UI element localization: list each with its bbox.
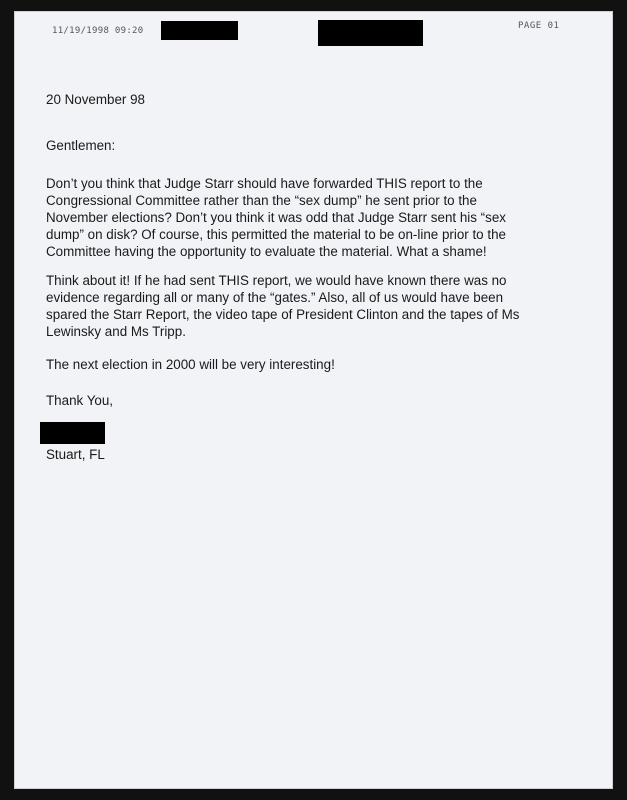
paragraph-line: Congressional Committee rather than the “sex dump” he sent prior to the bbox=[46, 193, 477, 208]
letter-paragraph-2 bbox=[46, 272, 576, 340]
redaction-box bbox=[318, 20, 423, 46]
letter-closing: Thank You, bbox=[46, 393, 114, 408]
letter-salutation: Gentlemen: bbox=[46, 138, 116, 153]
paragraph-line: dump” on disk? Of course, this permitted the material to be on-line prior to the bbox=[46, 227, 506, 242]
redaction-box bbox=[161, 21, 238, 40]
fax-page-number: PAGE 01 bbox=[518, 21, 560, 31]
letter-paragraph-3: The next election in 2000 will be very interesting! bbox=[46, 357, 335, 372]
paragraph-line: November elections? Don’t you think it was odd that Judge Starr sent his “sex bbox=[46, 210, 506, 225]
document-page bbox=[15, 12, 612, 788]
paragraph-line: spared the Starr Report, the video tape of President Clinton and the tapes of Ms bbox=[46, 307, 520, 322]
letter-date: 20 November 98 bbox=[46, 92, 145, 107]
paragraph-line: Think about it! If he had sent THIS report, we would have known there was no bbox=[46, 273, 507, 288]
fax-header bbox=[15, 12, 612, 42]
paragraph-line: Don’t you think that Judge Starr should have forwarded THIS report to the bbox=[46, 176, 483, 191]
letter-paragraph-1 bbox=[46, 175, 576, 260]
paragraph-line: Lewinsky and Ms Tripp. bbox=[46, 324, 186, 339]
signature-location: Stuart, FL bbox=[46, 447, 105, 462]
signature-redaction bbox=[40, 422, 105, 444]
paragraph-line: Committee having the opportunity to evaluate the material. What a shame! bbox=[46, 244, 487, 259]
fax-datetime: 11/19/1998 09:20 bbox=[52, 26, 144, 36]
paragraph-line: evidence regarding all or many of the “gates.” Also, all of us would have been bbox=[46, 290, 504, 305]
